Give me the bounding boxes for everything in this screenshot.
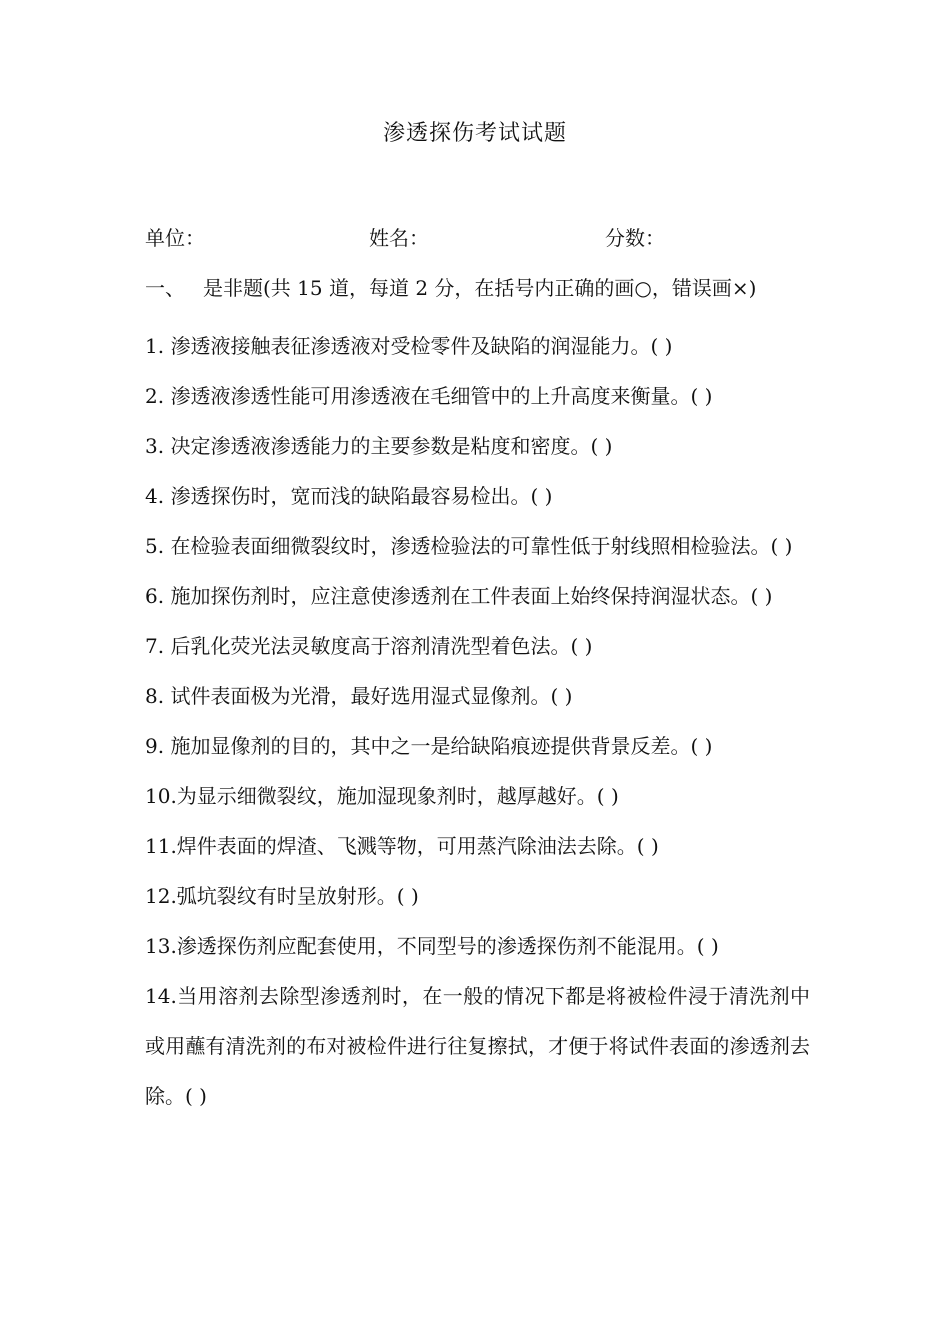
question-item: 5. 在检验表面细微裂纹时，渗透检验法的可靠性低于射线照相检验法。( ) <box>145 534 793 558</box>
question-item: 8. 试件表面极为光滑，最好选用湿式显像剂。( ) <box>145 684 573 708</box>
question-item: 3. 决定渗透液渗透能力的主要参数是粘度和密度。( ) <box>145 434 613 458</box>
question-item: 10.为显示细微裂纹，施加湿现象剂时，越厚越好。( ) <box>145 784 619 808</box>
score-label: 分数： <box>605 226 665 250</box>
question-item: 4. 渗透探伤时，宽而浅的缺陷最容易检出。( ) <box>145 484 553 508</box>
unit-label: 单位： <box>145 226 205 250</box>
section-title: 是非题(共 15 道，每道 2 分，在括号内正确的画○，错误画×) <box>203 276 757 300</box>
question-item: 9. 施加显像剂的目的，其中之一是给缺陷痕迹提供背景反差。( ) <box>145 734 713 758</box>
page-title: 渗透探伤考试试题 <box>382 121 567 146</box>
question-item: 6. 施加探伤剂时，应注意使渗透剂在工件表面上始终保持润湿状态。( ) <box>145 584 773 608</box>
question-item: 7. 后乳化荧光法灵敏度高于溶剂清洗型着色法。( ) <box>145 634 593 658</box>
name-label: 姓名： <box>369 226 429 250</box>
question-item: 11.焊件表面的焊渣、飞溅等物，可用蒸汽除油法去除。( ) <box>145 834 659 858</box>
question-item: 14.当用溶剂去除型渗透剂时，在一般的情况下都是将被检件浸于清洗剂中或用蘸有清洗剂的布对被检件进行往复擦拭，才便于将试件表面的渗透剂去除。( ) <box>145 984 810 1108</box>
question-list <box>145 321 810 1121</box>
section-number: 一、 <box>145 276 185 300</box>
question-item: 1. 渗透液接触表征渗透液对受检零件及缺陷的润湿能力。( ) <box>145 334 673 358</box>
section-heading <box>145 272 815 301</box>
info-row <box>145 222 815 252</box>
question-item: 13.渗透探伤剂应配套使用，不同型号的渗透探伤剂不能混用。( ) <box>145 934 719 958</box>
question-item: 2. 渗透液渗透性能可用渗透液在毛细管中的上升高度来衡量。( ) <box>145 384 713 408</box>
question-item: 12.弧坑裂纹有时呈放射形。( ) <box>145 884 419 908</box>
